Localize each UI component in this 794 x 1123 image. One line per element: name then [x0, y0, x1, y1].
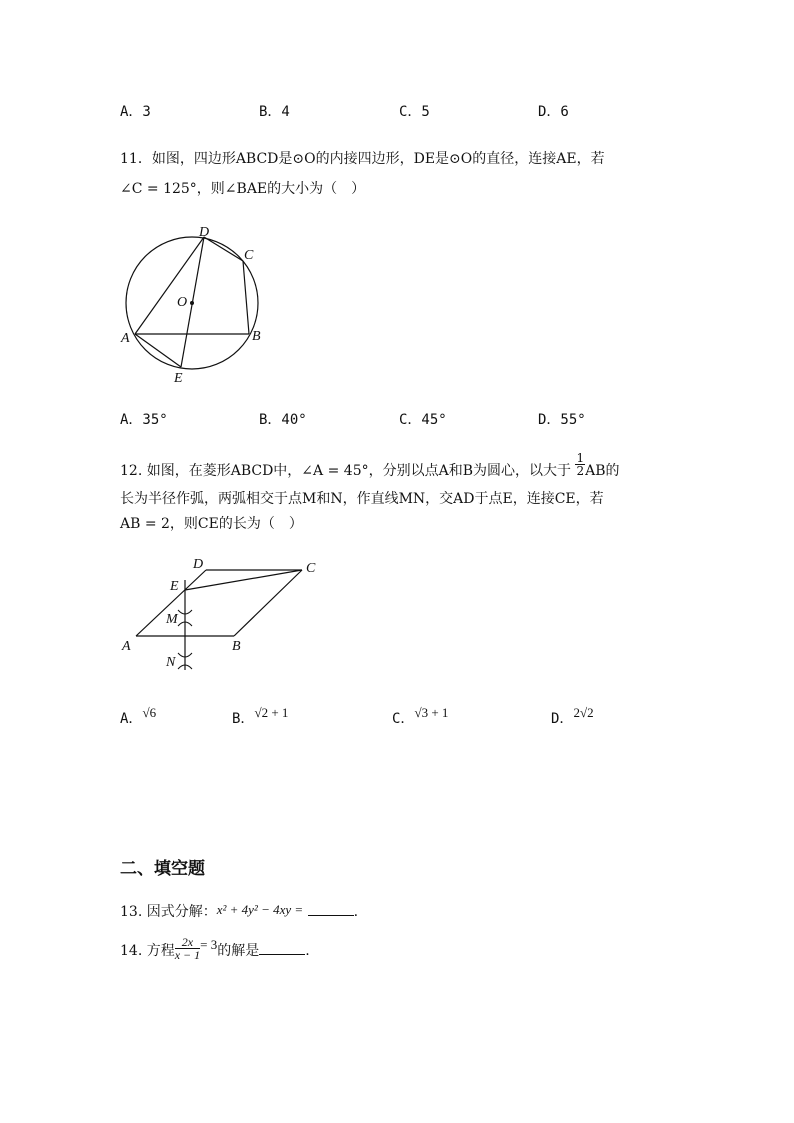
section-title: 二、填空题: [120, 859, 205, 879]
q14-answer-blank[interactable]: [259, 953, 305, 955]
q11-option-d: D．55°: [538, 412, 586, 428]
q14-equals: = 3: [200, 937, 218, 952]
q12-option-d-label: D．: [551, 711, 574, 727]
q11-option-a: A．35°: [120, 412, 168, 428]
q10-option-d: D．6: [538, 104, 569, 120]
q12-option-a-value: √6: [142, 705, 157, 720]
q12-option-a-label: A．: [120, 711, 143, 727]
label-d: D: [199, 225, 210, 240]
q14-prefix: 14. 方程: [120, 943, 175, 959]
q13-line: [120, 901, 358, 921]
q11-option-b: B．40°: [259, 412, 307, 428]
q12-option-d-value: 2√2: [573, 705, 594, 720]
q12-frac-den: 2: [576, 463, 585, 478]
label-a: A: [122, 639, 131, 654]
segment-cb: [243, 261, 249, 334]
q12-frac-num: 1: [576, 450, 585, 465]
label-m: M: [166, 612, 178, 627]
q14-suffix: .: [305, 943, 310, 959]
q10-option-a: A．3: [120, 104, 151, 120]
segment-ae: [135, 334, 181, 367]
q11-text-line2: ∠C = 125°，则∠BAE的大小为（ ）: [120, 181, 366, 197]
q14-frac-num: 2x: [175, 936, 200, 949]
q13-suffix: .: [353, 904, 359, 920]
q11-option-c: C．45°: [399, 412, 447, 428]
q12-option-c: [392, 705, 449, 728]
q13-prefix: 13. 因式分解：: [120, 904, 217, 920]
q10-option-b: B．4: [259, 104, 290, 120]
q12-option-b-value: √2 + 1: [254, 705, 289, 720]
q13-expression: x² + 4y² − 4xy =: [216, 902, 304, 917]
q12-option-b: [232, 705, 289, 728]
q11-text-line1: 11．如图，四边形ABCD是⊙O的内接四边形，DE是⊙O的直径，连接AE，若: [120, 151, 605, 167]
label-c: C: [306, 561, 316, 576]
q12-option-c-value: √3 + 1: [414, 705, 449, 720]
q12-rhombus-figure: [112, 552, 332, 672]
q12-fraction-half: [575, 452, 585, 477]
label-b: B: [232, 639, 241, 654]
q12-line1-b: AB的: [585, 463, 620, 479]
label-o: O: [177, 295, 188, 310]
q14-line: [120, 934, 310, 962]
label-c: C: [244, 248, 254, 263]
center-point-o: [190, 301, 194, 305]
label-b: B: [252, 329, 261, 344]
q12-option-b-label: B．: [232, 711, 255, 727]
q14-mid: 的解是: [217, 943, 260, 959]
label-a: A: [121, 331, 130, 346]
label-e: E: [170, 579, 179, 594]
q14-fraction: [175, 936, 200, 961]
q12-line1-a: 12. 如图，在菱形ABCD中，∠A = 45°，分别以点A和B为圆心，以大于: [120, 463, 571, 479]
q11-circle-figure: [110, 218, 280, 388]
q14-frac-den: x − 1: [174, 947, 201, 962]
q12-option-a: [120, 705, 157, 728]
q10-option-c: C．5: [399, 104, 430, 120]
label-d: D: [193, 557, 204, 572]
label-n: N: [166, 655, 176, 670]
label-e: E: [174, 371, 183, 386]
segment-ad: [135, 237, 204, 334]
q12-option-c-label: C．: [392, 711, 415, 727]
q12-text-line2: 长为半径作弧，两弧相交于点M和N，作直线MN，交AD于点E，连接CE，若: [120, 491, 604, 507]
q12-text-line1: [120, 450, 620, 480]
q12-option-d: [551, 705, 594, 728]
segment-dc: [204, 237, 243, 261]
q12-text-line3: AB = 2，则CE的长为（ ）: [120, 516, 303, 532]
q13-answer-blank[interactable]: [308, 914, 354, 916]
